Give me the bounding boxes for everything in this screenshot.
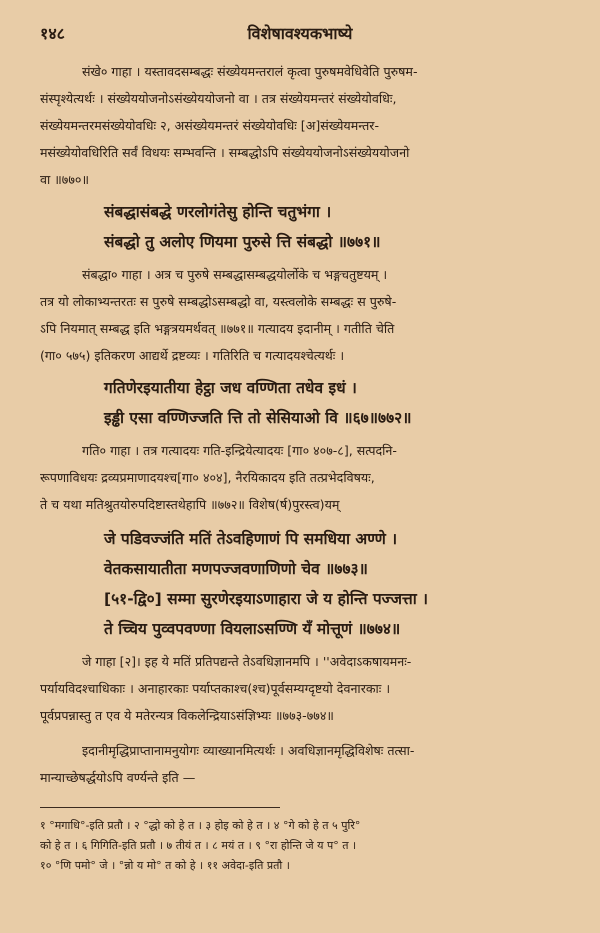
commentary-intro xyxy=(40,737,560,791)
text-line: गति० गाहा । तत्र गत्यादयः गति-इन्द्रियेत्यादयः [गा० ४०७-८], सत्पदनि- xyxy=(82,443,397,458)
verse-line: गतिणेरइयातीया हेट्ठा जध वण्णिता तधेव इधं । xyxy=(104,379,357,397)
text-line: रूपणाविधयः द्रव्यप्रमाणादयश्च[गा० ४०४], नैरयिकादय इति तत्प्रभेदविषयः, xyxy=(40,470,375,485)
verse-771 xyxy=(104,197,560,257)
text-line: पूर्वप्रपन्नास्तु त एव ये मतेरन्यत्र विकलेन्द्रियाऽसंज्ञिभ्यः ॥७७३-७७४॥ xyxy=(40,708,334,723)
running-title: विशेषावश्यकभाष्ये xyxy=(247,24,353,43)
footnote-line: १ °मगाधि°-इति प्रतौ । २ °द्धो को हे त । ३ होइ को हे त । ४ °गे को हे त ५ पुरि° xyxy=(40,819,361,832)
text-line: वा ॥७७०॥ xyxy=(40,172,90,187)
text-line: संबद्धा० गाहा । अत्र च पुरुषे सम्बद्धासम्बद्धयोर्लोके च भङ्गचतुष्टयम् । xyxy=(82,267,388,282)
footnote-line: को हे त । ६ गिगिति-इति प्रतौ । ७ तीयं त । ८ मयं त । ९ °रा होन्ति जे य प° त । xyxy=(40,839,357,852)
verse-line: [५१-द्वि०] सम्मा सुरणेरइयाऽणाहारा जे य होन्ति पज्जत्ता । xyxy=(104,590,429,608)
commentary-770 xyxy=(40,58,560,193)
verse-line: ते च्चिय पुव्वपवण्णा वियलाऽसण्णि यँ मोत्तूणं ॥७७४॥ xyxy=(104,620,401,638)
footnote-divider xyxy=(40,807,280,808)
text-line: तत्र यो लोकाभ्यन्तरतः स पुरुषे सम्बद्धोऽसम्बद्धो वा, यस्त्वलोके सम्बद्धः स पुरुषे- xyxy=(40,294,397,309)
verse-line: जे पडिवज्जंति मतिं तेऽवहिणाणं पि समधिया अण्णे । xyxy=(104,530,398,548)
text-line: (गा० ५७५) इतिकरण आद्यर्थे द्रष्टव्यः । गतिरिति च गत्यादयश्चेत्यर्थः । xyxy=(40,348,345,363)
text-line: पर्यायविदश्चाधिकाः । अनाहारकाः पर्याप्तकाश्च(श्च)पूर्वसम्यग्दृष्टयो देवनारकाः । xyxy=(40,681,391,696)
text-line: ऽपि नियमात् सम्बद्ध इति भङ्गत्रयमर्थवत् ॥७७१॥ गत्यादय इदानीम् । गतीति चेति xyxy=(40,321,395,336)
text-line: संस्पृश्येत्यर्थः । संख्येययोजनोऽसंख्येययोजनो वा । तत्र संख्येयमन्तरं संख्येयोवधिः, xyxy=(40,91,397,106)
text-line: संख्येयमन्तरमसंख्येयोवधिः २, असंख्येयमन्तरं संख्येयोवधिः [अ]संख्येयमन्तर- xyxy=(40,118,380,133)
commentary-773-774 xyxy=(40,648,560,729)
verse-772 xyxy=(104,373,560,433)
running-header xyxy=(40,22,560,44)
verse-line: संबद्धो तु अलोए णियमा पुरुसे त्ति संबद्धो ॥७७१॥ xyxy=(104,233,381,251)
verse-line: इड्ढी एसा वण्णिज्जति त्ति तो सेसियाओ वि ॥६७॥७७२॥ xyxy=(104,409,412,427)
commentary-771 xyxy=(40,261,560,369)
text-line: संखे० गाहा । यस्तावदसम्बद्धः संख्येयमन्तरालं कृत्वा पुरुषमवेधिवेति पुरुषम- xyxy=(82,64,418,79)
page-number: १४८ xyxy=(40,24,65,43)
footnote-line: १० °णि पमो° जे । °न्नो य मो° त को हे । ११ अवेदा-इति प्रतौ । xyxy=(40,859,290,872)
commentary-772 xyxy=(40,437,560,518)
text-line: मान्याच्छेषर्द्धयोऽपि वर्ण्यन्ते इति — xyxy=(40,770,196,785)
text-line: मसंख्येयोवधिरिति सर्वं विधयः सम्भवन्ति । सम्बद्धोऽपि संख्येययोजनोऽसंख्येययोजनो xyxy=(40,145,410,160)
verse-line: वेतकसायातीता मणपज्जवणाणिणो चेव ॥७७३॥ xyxy=(104,560,368,578)
text-line: जे गाहा [२]। इह ये मतिं प्रतिपद्यन्ते तेऽवधिज्ञानमपि । ''अवेदाऽकषायमनः- xyxy=(82,654,412,669)
footnotes xyxy=(40,816,560,876)
verse-line: संबद्धासंबद्धे णरलोगंतेसु होन्ति चतुभंगा । xyxy=(104,203,332,221)
text-line: इदानीमृद्धिप्राप्तानामनुयोगः व्याख्यानमित्यर्थः । अवधिज्ञानमृद्धिविशेषः तत्सा- xyxy=(82,743,415,758)
text-line: ते च यथा मतिश्रुतयोरुपदिष्टास्तथेहापि ॥७७२॥ विशेष(र्ष)पुरस्त्व)यम् xyxy=(40,497,340,512)
verse-773-774 xyxy=(104,524,560,644)
